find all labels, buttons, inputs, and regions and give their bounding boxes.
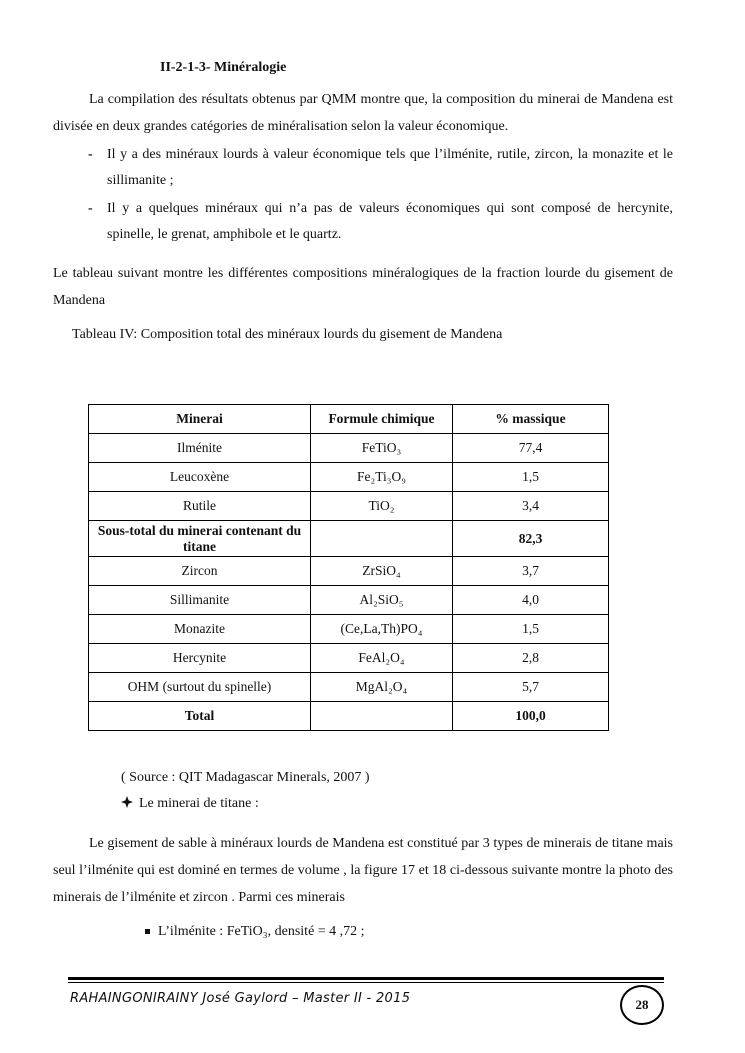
table-row [89, 463, 609, 492]
percent-cell: 100,0 [453, 702, 609, 731]
percent-cell: 2,8 [453, 644, 609, 673]
formula-cell: (Ce,La,Th)PO₄ [311, 615, 453, 644]
square-bullet-item [145, 924, 365, 940]
body-paragraph: Le gisement de sable à minéraux lourds de Mandena est constitué par 3 types de minerais de titane mais seul l’ilménite qui est dominé en termes de volume , la figure 17 et 18 ci-dessous suivante montre la photo des minerais de l’ilménite et zircon . Parmi ces minerais [53, 836, 673, 905]
table-row [89, 644, 609, 673]
formula-cell: FeTiO₃ [311, 434, 453, 463]
mineral-cell: Leucoxène [89, 463, 311, 492]
footer-author: RAHAINGONIRAINY José Gaylord – Master II - 2015 [70, 991, 411, 1006]
bullet-text: Il y a quelques minéraux qui n’a pas de valeurs économiques qui sont composé de hercynite, spinelle, le grenat, amphibole et le quartz. [107, 201, 673, 242]
dash-bullet-icon: - [88, 147, 93, 162]
column-header: Formule chimique [311, 405, 453, 434]
mineral-cell: Sous-total du minerai contenant du titane [89, 521, 311, 557]
percent-cell: 1,5 [453, 463, 609, 492]
table-row [89, 434, 609, 463]
bullet-item [88, 196, 673, 248]
table-row [89, 615, 609, 644]
formula-cell [311, 521, 453, 557]
formula-cell: FeAl₂O₄ [311, 644, 453, 673]
diamond-bullet-icon [121, 796, 139, 812]
table-row [89, 492, 609, 521]
section-heading: II-2-1-3- Minéralogie [160, 60, 287, 75]
mineral-cell: Zircon [89, 557, 311, 586]
subsection-label: Le minerai de titane : [139, 796, 259, 811]
percent-cell: 82,3 [453, 521, 609, 557]
percent-cell: 77,4 [453, 434, 609, 463]
page-number-badge [620, 985, 664, 1025]
table-row [89, 557, 609, 586]
formula-cell: ZrSiO₄ [311, 557, 453, 586]
bullet-text: Il y a des minéraux lourds à valeur économique tels que l’ilménite, rutile, zircon, la monazite et le sillimanite ; [107, 147, 673, 188]
square-bullet-icon [145, 929, 150, 934]
formula-cell: MgAl₂O₄ [311, 673, 453, 702]
table-row [89, 586, 609, 615]
percent-cell: 1,5 [453, 615, 609, 644]
table-caption: Tableau IV: Composition total des minéraux lourds du gisement de Mandena [72, 327, 503, 342]
total-row [89, 702, 609, 731]
table-row [89, 673, 609, 702]
mineral-cell: Sillimanite [89, 586, 311, 615]
footer-divider [68, 977, 664, 980]
formula-cell: TiO₂ [311, 492, 453, 521]
formula-cell: Fe₂Ti₃O₉ [311, 463, 453, 492]
dash-bullet-icon: - [88, 201, 93, 216]
subsection-title [121, 796, 259, 812]
column-header: % massique [453, 405, 609, 434]
percent-cell: 3,4 [453, 492, 609, 521]
formula-cell [311, 702, 453, 731]
mineral-cell: Hercynite [89, 644, 311, 673]
subtotal-row [89, 521, 609, 557]
percent-cell: 5,7 [453, 673, 609, 702]
mineral-cell: Monazite [89, 615, 311, 644]
footer-divider-thin [68, 982, 664, 983]
intro-paragraph: La compilation des résultats obtenus par QMM montre que, la composition du minerai de Mandena est divisée en deux grandes catégories de minéralisation selon la valeur économique. [53, 92, 673, 134]
mineral-cell: Total [89, 702, 311, 731]
mineral-cell: Ilménite [89, 434, 311, 463]
percent-cell: 4,0 [453, 586, 609, 615]
square-bullet-text: L’ilménite : FeTiO₃, densité = 4 ,72 ; [158, 924, 365, 939]
table-source: ( Source : QIT Madagascar Minerals, 2007 ) [121, 770, 370, 785]
mineral-cell: OHM (surtout du spinelle) [89, 673, 311, 702]
formula-cell: Al₂SiO₅ [311, 586, 453, 615]
bullet-item [88, 142, 673, 194]
mineral-cell: Rutile [89, 492, 311, 521]
percent-cell: 3,7 [453, 557, 609, 586]
table-intro-paragraph: Le tableau suivant montre les différentes compositions minéralogiques de la fraction lourde du gisement de Mandena [53, 266, 673, 308]
table-header-row [89, 405, 609, 434]
column-header: Minerai [89, 405, 311, 434]
page-number: 28 [635, 997, 649, 1012]
mineral-composition-table [88, 404, 609, 731]
